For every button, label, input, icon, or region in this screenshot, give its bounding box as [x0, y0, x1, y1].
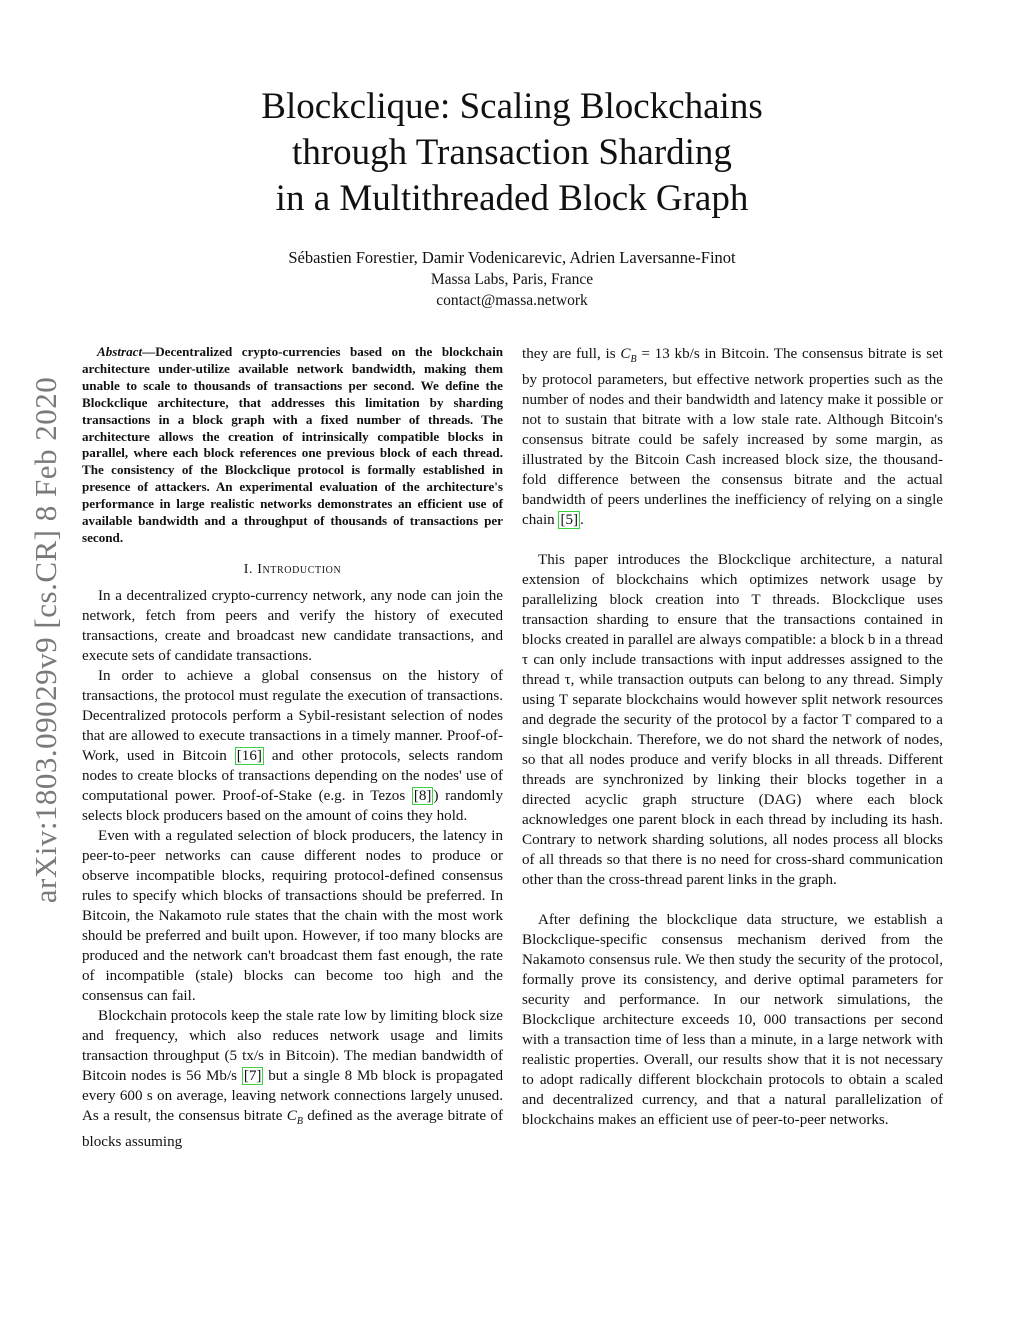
citation-link[interactable]: [5] — [560, 512, 579, 529]
citation-link[interactable]: [7] — [243, 1067, 262, 1084]
section-title: Introduction — [257, 561, 342, 577]
abstract-dash: — — [142, 344, 156, 359]
intro-paragraph-5: This paper introduces the Blockclique architecture, a natural extension of blockchains which optimizes network usage by parallelizing block creation into T threads. Blockclique uses transaction sharding to ensure that the transactions contained in blocks created in parallel are always compatible: a block b in a thread τ can only include transactions with input addresses assigned to the thread τ, while transaction outputs can belong to any thread. Simply using T separate blockchains would however split network resources and degrade the security of the protocol by a factor T compared to a single blockchain. Therefore, we do not shard the network of nodes, so that all nodes produce and verify blocks in all threads. Different threads are synchronized by linking their blocks together in a directed acyclic graph structure (DAG) where each block acknowledges one parent block in each thread by including its hash. Contrary to network sharding solutions, all nodes process all blocks of all threads so that there is no need for cross-shard communication other than the cross-thread parent links in the graph. — [522, 552, 943, 889]
paragraph-text: In order to achieve a global consensus on the history of transactions, the protocol must regulate the execution of transactions. Decentralized protocols perform a Sybil-resistant selection of nodes that are allowed to execute transactions in a timely manner. Proof-of-Work, used in Bitcoin — [82, 667, 503, 764]
affiliation: Massa Labs, Paris, France — [430, 271, 594, 288]
intro-paragraph-1: In a decentralized crypto-currency network, any node can join the network, fetch from peers and verify the history of executed transactions, create and broadcast new candidate transactions, and execute sets of candidate transactions. — [82, 587, 503, 664]
paragraph-text: and other protocols, selects random nodes to create blocks of transactions depending on the nodes' use of computational power. Proof-of-Stake (e.g. in Tezos — [82, 747, 503, 804]
paragraph-text: . — [580, 512, 584, 529]
section-heading-introduction — [82, 562, 503, 578]
citation-link[interactable]: [8] — [413, 787, 432, 804]
paragraph-text: but a single 8 Mb block is propagated every 600 s on average, leaving network connections largely unused. As a result, the consensus bitrate — [82, 1067, 503, 1124]
paragraph-gap — [522, 890, 943, 910]
author-list: Sébastien Forestier, Damir Vodenicarevic, Adrien Laversanne-Finot — [288, 248, 736, 267]
intro-paragraph-3: Even with a regulated selection of block producers, the latency in peer-to-peer networks can cause different nodes to produce or observe incompatible blocks, requiring protocol-defined consensus rules to specify which blocks of transactions should be preferred. In Bitcoin, the Nakamoto rule states that the chain with the most work should be preferred and built upon. However, if too many blocks are produced and the network can't broadcast them fast enough, the rate of incompatible (stale) blocks can become too high and the consensus can fail. — [82, 827, 503, 1004]
math-symbol: C — [286, 1107, 297, 1124]
math-subscript: B — [296, 1115, 303, 1127]
math-subscript: B — [630, 354, 637, 366]
intro-paragraph-2 — [82, 666, 503, 826]
title-line: in a Multithreaded Block Graph — [275, 178, 749, 219]
intro-paragraph-6: After defining the blockclique data structure, we establish a Blockclique-specific consensus mechanism derived from the Nakamoto consensus rule. We then study the security of the protocol, formally prove its consistency, and derive optimal parameters for security and performance. In our network simulations, the Blockclique architecture exceeds 10, 000 transactions per second with a transaction time of less than a minute, in a large network with realistic properties. Overall, our results show that it is not necessary to adopt radically different blockchain protocols to obtain a scaled and decentralized currency, and that a natural parallelization of blockchains makes an efficient use of peer-to-peer networks. — [522, 912, 943, 1129]
abstract — [82, 344, 503, 547]
math-symbol: C — [620, 346, 631, 362]
paragraph-text: in Bitcoin. The consensus bitrate is set by protocol parameters, but effective network properties such as the number of nodes and their bandwidth and latency make it possible or not to sustain that bitrate with a low stale rate. Although Bitcoin's consensus bitrate could be safely increased by some margin, as illustrated by the Bitcoin Cash increased block size, the thousand-fold difference between the consensus bitrate and the actual bandwidth of peers underlines the inefficiency of relying on a single chain — [522, 346, 943, 529]
contact-email: contact@massa.network — [436, 292, 588, 309]
intro-paragraph-4 — [82, 1006, 503, 1152]
paragraph-text: defined as the average bitrate of blocks assuming — [82, 1107, 503, 1150]
abstract-text: Decentralized crypto-currencies based on the blockchain architecture under-utilize available network bandwidth, making them unable to scale to thousands of transactions per second. We define the Blockclique architecture, that addresses this limitation by sharding transactions in a block graph with a fixed number of threads. The architecture allows the creation of intrinsically compatible blocks in parallel, where each block references one previous block of each thread. The consistency of the Blockclique protocol is formally established in presence of attackers. An experimental evaluation of the architecture's performance in large realistic networks demonstrates an efficient use of available bandwidth and a throughput of thousands of transactions per second. — [82, 344, 503, 545]
intro-paragraph-4-continued — [522, 344, 943, 530]
section-number: I. — [243, 561, 254, 577]
arxiv-identifier-stamp: arXiv:1803.09029v9 [cs.CR] 8 Feb 2020 — [28, 376, 63, 904]
math-equation: = 13 kb/s — [636, 346, 700, 362]
left-column — [82, 344, 503, 1152]
abstract-heading: Abstract — [97, 344, 143, 359]
paragraph-gap — [522, 530, 943, 550]
paragraph-text: they are full, is — [522, 346, 621, 362]
paragraph-text: Blockchain protocols keep the stale rate low by limiting block size and frequency, which also reduces network usage and limits transaction throughput (5 tx/s in Bitcoin). The median bandwidth of Bitcoin nodes is 56 Mb/s — [82, 1007, 503, 1084]
citation-link[interactable]: [16] — [236, 747, 262, 764]
title-line: Blockclique: Scaling Blockchains — [261, 86, 763, 127]
title-line: through Transaction Sharding — [292, 132, 732, 173]
paragraph-text: ) randomly selects block producers based on the amount of coins they hold. — [82, 787, 503, 824]
right-column — [522, 344, 943, 1130]
paper-title — [200, 84, 824, 222]
